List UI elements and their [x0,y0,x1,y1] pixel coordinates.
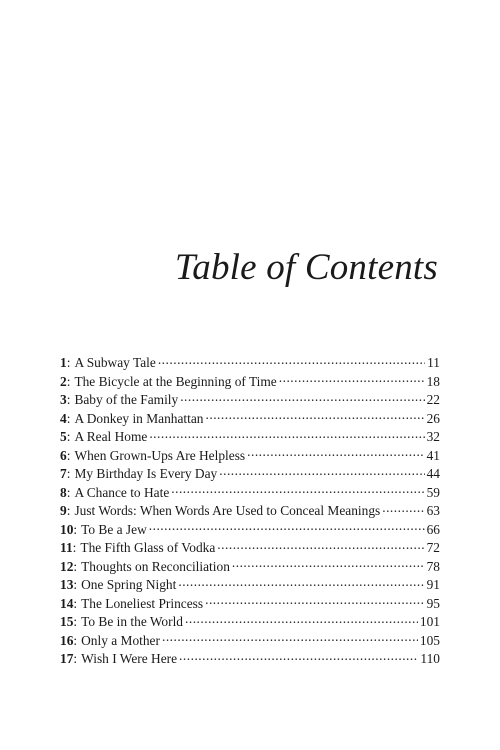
chapter-number: 17 [60,651,74,667]
chapter-title: Just Words: When Words Are Used to Conceal Meanings [74,503,381,519]
toc-entry [60,373,440,392]
dot-leader [171,484,424,497]
toc-entry [60,465,440,484]
number-separator: : [73,651,78,667]
page-number: 22 [426,392,440,408]
dot-leader [232,558,425,571]
number-separator: : [73,595,78,611]
chapter-number: 5 [60,429,67,445]
chapter-number: 7 [60,466,67,482]
toc-entry [60,650,440,669]
toc-entry [60,410,440,429]
toc-entry [60,632,440,651]
number-separator: : [66,410,71,426]
toc-entry [60,613,440,632]
number-separator: : [66,484,71,500]
number-separator: : [66,355,71,371]
number-separator: : [66,392,71,408]
toc-entry [60,428,440,447]
page-number: 59 [426,484,440,500]
number-separator: : [73,614,78,630]
number-separator: : [66,447,71,463]
chapter-title: Thoughts on Reconciliation [81,558,230,574]
toc-entry [60,447,440,466]
page-number: 91 [426,577,440,593]
page-number: 11 [427,355,440,371]
chapter-number: 14 [60,595,74,611]
number-separator: : [66,429,71,445]
page-number: 101 [419,614,440,630]
page-number: 63 [426,503,440,519]
page-number: 72 [426,540,440,556]
toc-entry [60,576,440,595]
chapter-title: The Fifth Glass of Vodka [80,540,216,556]
chapter-number: 15 [60,614,74,630]
toc-title: Table of Contents [174,247,438,288]
dot-leader [206,410,425,423]
chapter-title: A Donkey in Manhattan [74,410,204,426]
chapter-number: 12 [60,558,74,574]
toc-entry [60,558,440,577]
number-separator: : [66,466,71,482]
page-number: 110 [420,651,440,667]
number-separator: : [73,632,78,648]
chapter-title: Only a Mother [81,632,160,648]
page-number: 66 [426,521,440,537]
page-number: 78 [426,558,440,574]
page-number: 105 [419,632,440,648]
number-separator: : [72,540,77,556]
chapter-number: 10 [60,521,74,537]
chapter-title: One Spring Night [81,577,177,593]
dot-leader [179,650,418,663]
chapter-title: A Chance to Hate [74,484,170,500]
dot-leader [219,465,424,478]
number-separator: : [73,521,78,537]
dot-leader [279,373,425,386]
toc-entry [60,484,440,503]
toc-list [60,354,440,669]
chapter-number: 9 [60,503,67,519]
chapter-title: The Bicycle at the Beginning of Time [74,373,277,389]
page-number: 95 [426,595,440,611]
number-separator: : [66,373,71,389]
toc-entry [60,502,440,521]
page-number: 26 [426,410,440,426]
dot-leader [178,576,424,589]
page-number: 44 [426,466,440,482]
chapter-title: A Subway Tale [74,355,156,371]
chapter-number: 6 [60,447,67,463]
chapter-title: Baby of the Family [74,392,179,408]
number-separator: : [73,577,78,593]
chapter-number: 1 [60,355,67,371]
chapter-number: 2 [60,373,67,389]
chapter-title: To Be a Jew [81,521,147,537]
toc-entry [60,539,440,558]
dot-leader [217,539,424,552]
page-number: 41 [426,447,440,463]
chapter-number: 16 [60,632,74,648]
chapter-title: To Be in the World [81,614,183,630]
chapter-title: My Birthday Is Every Day [74,466,218,482]
number-separator: : [66,503,71,519]
chapter-number: 13 [60,577,74,593]
toc-entry [60,391,440,410]
number-separator: : [73,558,78,574]
chapter-title: Wish I Were Here [81,651,178,667]
dot-leader [149,521,425,534]
dot-leader [158,354,425,367]
toc-entry [60,521,440,540]
dot-leader [185,613,418,626]
chapter-number: 3 [60,392,67,408]
toc-entry [60,595,440,614]
chapter-title: The Loneliest Princess [81,595,204,611]
dot-leader [247,447,424,460]
dot-leader [162,632,418,645]
toc-entry [60,354,440,373]
page-number: 18 [426,373,440,389]
chapter-title: When Grown-Ups Are Helpless [74,447,246,463]
page-number: 32 [426,429,440,445]
chapter-number: 4 [60,410,67,426]
dot-leader [382,502,424,515]
chapter-number: 11 [60,540,73,556]
dot-leader [205,595,425,608]
chapter-title: A Real Home [74,429,148,445]
dot-leader [149,428,424,441]
chapter-number: 8 [60,484,67,500]
dot-leader [180,391,424,404]
